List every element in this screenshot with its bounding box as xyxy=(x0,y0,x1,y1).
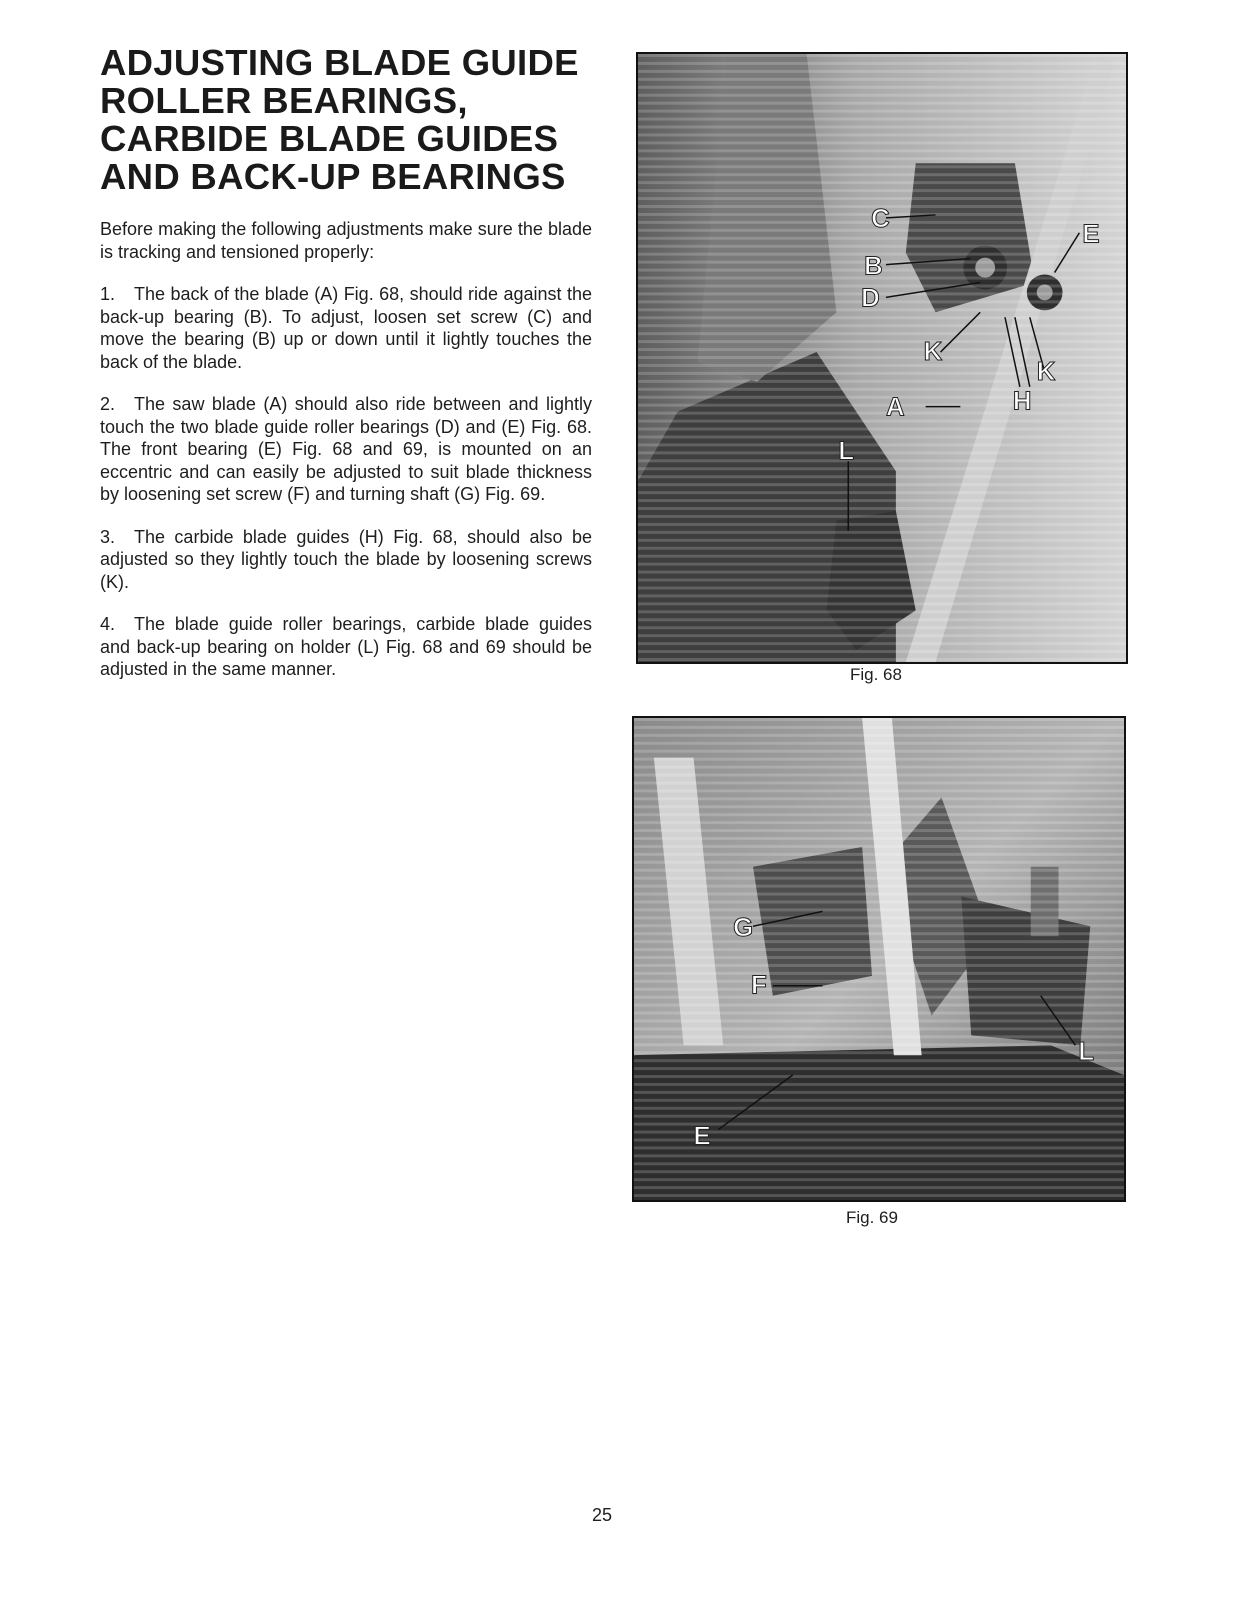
step-4-number: 4. xyxy=(100,614,116,634)
title-line-4: AND BACK-UP BEARINGS xyxy=(100,156,566,197)
intro-paragraph: Before making the following adjustments make sure the blade is tracking and tensioned properly: xyxy=(100,219,592,262)
step-4 xyxy=(100,613,592,681)
step-3-number: 3. xyxy=(100,526,116,547)
callout-f: F xyxy=(751,971,767,1000)
callout-g: G xyxy=(733,914,754,943)
callout-d: D xyxy=(861,284,880,313)
callout-k-right: K xyxy=(1036,357,1056,386)
title-line-2: ROLLER BEARINGS, xyxy=(100,80,468,121)
step-3 xyxy=(100,526,592,594)
figure-68-illustration xyxy=(638,54,1126,662)
page-number: 25 xyxy=(592,1505,613,1525)
callout-e: E xyxy=(1082,220,1100,249)
callout-a: A xyxy=(885,393,905,422)
instructions-column xyxy=(100,218,592,701)
figure-68-caption: Fig. 68 xyxy=(850,665,902,684)
step-4-text: The blade guide roller bearings, carbide blade guides and back-up bearing on holder (L) Fig. 68 and 69 should be adjusted in the same manner. xyxy=(100,614,592,679)
step-2-text: The saw blade (A) should also ride between and lightly touch the two blade guide roller bearings (D) and (E) Fig. 68. The front bearing (E) Fig. 68 and 69, is mounted on an eccentric and can easily be adjusted to suit blade thickness by loosening set screw (F) and turning shaft (G) Fig. 69. xyxy=(100,394,592,504)
step-2-number: 2. xyxy=(100,394,116,414)
step-2 xyxy=(100,393,592,506)
callout-e-fig69: E xyxy=(693,1122,711,1151)
callout-l-fig69: L xyxy=(1078,1038,1095,1067)
callout-h: H xyxy=(1012,387,1032,416)
callout-l: L xyxy=(838,437,855,466)
step-1-number: 1. xyxy=(100,284,116,304)
figure-69-illustration xyxy=(634,718,1124,1200)
callout-k-left: K xyxy=(923,337,943,366)
figure-68-photo xyxy=(636,52,1128,664)
step-3-text: The carbide blade guides (H) Fig. 68, should also be adjusted so they lightly touch the blade by loosening screws (K). xyxy=(100,526,592,592)
callout-b: B xyxy=(864,252,883,281)
page-title xyxy=(100,44,620,196)
step-1 xyxy=(100,283,592,373)
title-line-1: ADJUSTING BLADE GUIDE xyxy=(100,42,579,83)
title-line-3: CARBIDE BLADE GUIDES xyxy=(100,118,559,159)
step-1-text: The back of the blade (A) Fig. 68, should ride against the back-up bearing (B). To adjust, loosen set screw (C) and move the bearing (B) up or down until it lightly touches the back of the blade. xyxy=(100,284,592,372)
figure-69-photo xyxy=(632,716,1126,1202)
figure-69-caption: Fig. 69 xyxy=(846,1208,898,1227)
callout-c: C xyxy=(871,204,890,233)
